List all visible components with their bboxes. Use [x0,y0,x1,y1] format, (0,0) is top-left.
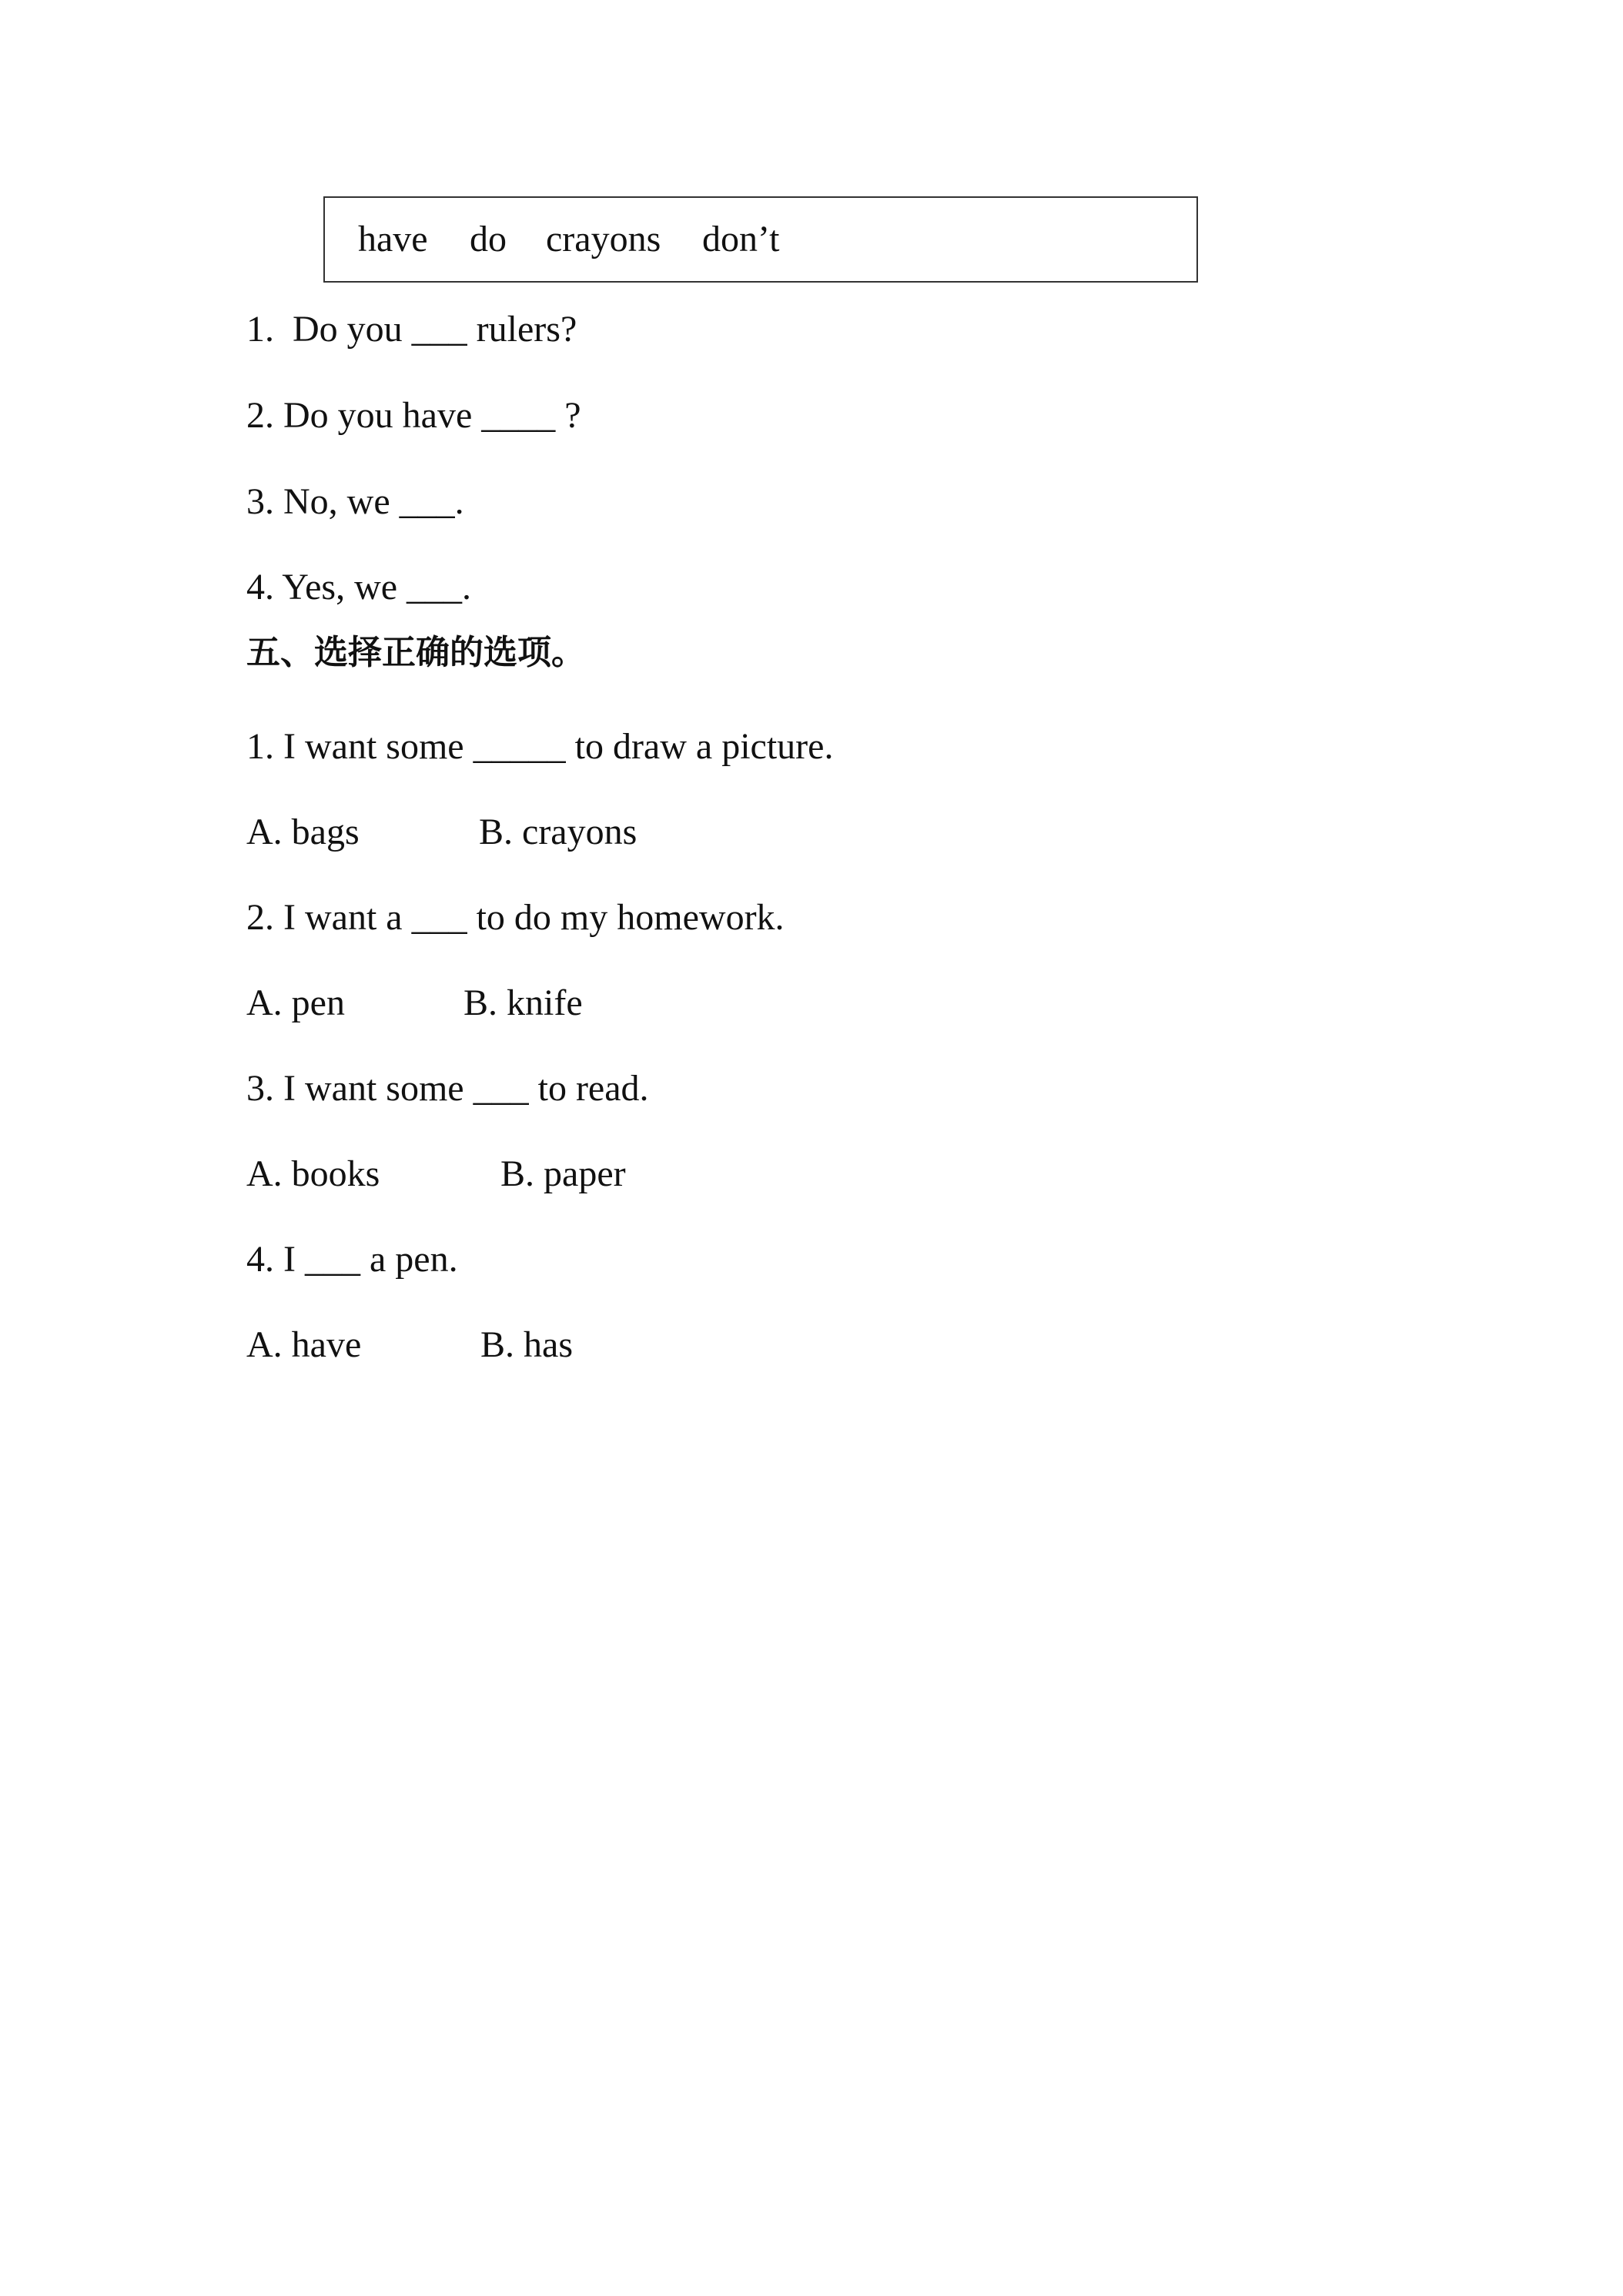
choice-question-3: 3. I want some ___ to read. [246,1068,649,1109]
fill-blank-question-2: 2. Do you have ____ ? [246,395,581,436]
fill-blank-question-4: 4. Yes, we ___. [246,567,472,607]
choice-1-option-a: A. bags [246,812,360,852]
word-bank-box [323,196,1198,283]
choice-2-option-a: A. pen [246,982,345,1023]
choice-question-4: 4. I ___ a pen. [246,1239,458,1280]
word-bank-word: don’t [702,219,780,259]
choice-2-option-b: B. knife [463,982,583,1023]
fill-blank-question-1: 1. Do you ___ rulers? [246,309,577,350]
choice-question-1: 1. I want some _____ to draw a picture. [246,726,834,767]
word-bank-word: have [358,219,428,259]
section-heading: 五、选择正确的选项。 [246,633,585,672]
choice-3-option-a: A. books [246,1153,380,1194]
choice-4-option-b: B. has [480,1324,573,1365]
word-bank-word: crayons [546,219,661,259]
choice-1-option-b: B. crayons [479,812,637,852]
choice-4-option-a: A. have [246,1324,362,1365]
fill-blank-question-3: 3. No, we ___. [246,481,464,522]
choice-question-2: 2. I want a ___ to do my homework. [246,897,785,938]
choice-3-option-b: B. paper [500,1153,626,1194]
word-bank-word: do [470,219,507,259]
